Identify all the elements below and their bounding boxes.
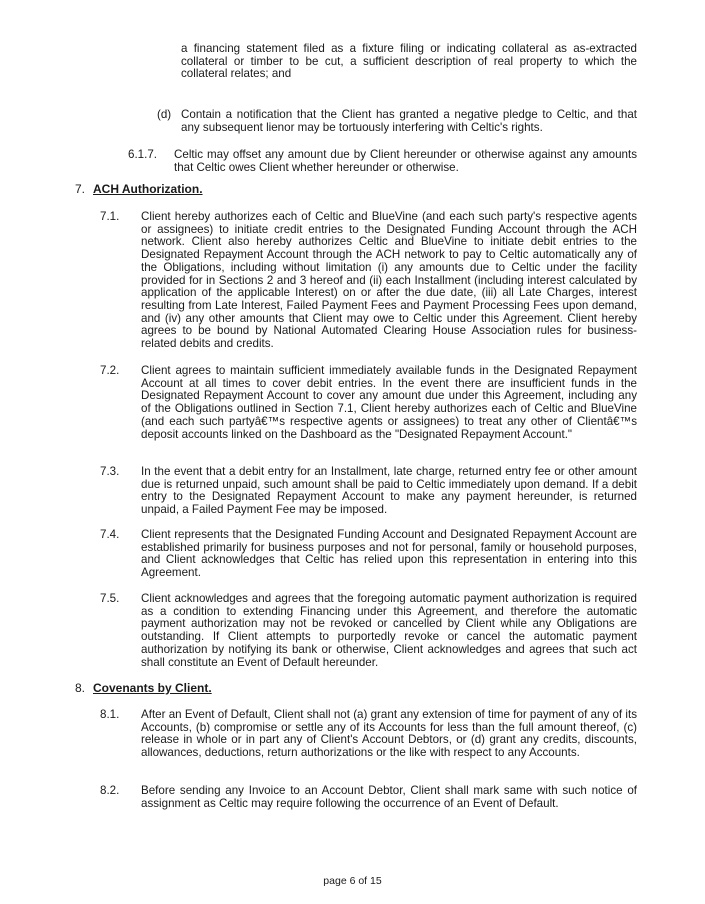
continuation-paragraph: a financing statement filed as a fixture filing or indicating collateral as as-extracted collateral or timber to be cut, a sufficient description of real property to which the collateral relates; and	[181, 42, 637, 81]
clause-paragraph: After an Event of Default, Client shall not (a) grant any extension of time for payment of any of its Accounts, (b) compromise or settle any of its Accounts for less than the full amount thereof, (c) release in whole or in part any of Client's Account Debtors, or (d) grant any credits, discounts, allowances, deductions, return authorizations or the like with respect to any Accounts.	[141, 708, 637, 760]
clause-paragraph: Client hereby authorizes each of Celtic and BlueVine (and each such party's respective agents or assignees) to initiate credit entries to the Designated Funding Account through the ACH network. Client also hereby authorizes Celtic and BlueVine to initiate debit entries to the Designated Repayment Account through the ACH network to pay to Celtic automatically any of the Obligations, including without limitation (i) any amounts due to Celtic under the facility provided for in Sections 2 and 3 hereof and (ii) each Installment (including interest calculated by application of the applicable Interest) on or after the due date, (iii) all Late Charges, interest resulting from Late Interest, Failed Payment Fees and Payment Processing Fees upon demand, and (iv) any other amounts that Client may owe to Celtic under this Agreement. Client hereby agrees to be bound by National Automated Clearing House Association rules for business-related debits and credits.	[141, 210, 637, 351]
item-617-paragraph: Celtic may offset any amount due by Client hereunder or otherwise against any amounts that Celtic owes Client whether hereunder or otherwise.	[174, 148, 637, 174]
clause-paragraph: Client represents that the Designated Funding Account and Designated Repayment Account are established primarily for business purposes and not for personal, family or household purposes, and Client acknowledges that Celtic has relied upon this representation in entering into this Agreement.	[141, 528, 637, 580]
page-number: page 6 of 15	[323, 875, 382, 887]
clause-paragraph: Before sending any Invoice to an Account Debtor, Client shall mark same with such notice of assignment as Celtic may require following the occurrence of an Event of Default.	[141, 784, 637, 810]
item-number: (d)	[157, 108, 172, 121]
item-d-paragraph: Contain a notification that the Client has granted a negative pledge to Celtic, and that any subsequent lienor may be tortuously interfering with Celtic's rights.	[181, 108, 637, 134]
item-number: 8.1.	[100, 708, 120, 721]
item-number: 7.2.	[100, 364, 120, 377]
section-number: 7.	[75, 182, 86, 196]
section-heading: Covenants by Client.	[93, 681, 212, 695]
clause-paragraph: Client acknowledges and agrees that the foregoing automatic payment authorization is required as a condition to extending Financing under this Agreement, and therefore the automatic payment authorization may not be revoked or cancelled by Client while any Obligations are outstanding. If Client attempts to purportedly revoke or cancel the automatic payment authorization by notifying its bank or otherwise, Client acknowledges and agrees that such act shall constitute an Event of Default hereunder.	[141, 592, 637, 669]
clause-paragraph: In the event that a debit entry for an Installment, late charge, returned entry fee or other amount due is returned unpaid, such amount shall be paid to Celtic immediately upon demand. If a debit entry to the Designated Repayment Account to make any payment hereunder, is returned unpaid, a Failed Payment Fee may be imposed.	[141, 465, 637, 517]
item-number: 6.1.7.	[128, 148, 158, 161]
item-number: 7.5.	[100, 592, 120, 605]
item-number: 7.1.	[100, 210, 120, 223]
item-number: 8.2.	[100, 784, 120, 797]
item-number: 7.3.	[100, 465, 120, 478]
clause-paragraph: Client agrees to maintain sufficient immediately available funds in the Designated Repayment Account at all times to cover debit entries. In the event there are insufficient funds in the Designated Repayment Account to cover any amount due under this Agreement, including any of the Obligations outlined in Section 7.1, Client hereby authorizes each of Celtic and BlueVine (and each such partyâ€™s respective agents or assignees) to treat any other of Clientâ€™s deposit accounts linked on the Dashboard as the "Designated Repayment Account."	[141, 364, 637, 441]
section-heading: ACH Authorization.	[93, 182, 203, 196]
item-number: 7.4.	[100, 528, 120, 541]
section-number: 8.	[75, 681, 86, 695]
